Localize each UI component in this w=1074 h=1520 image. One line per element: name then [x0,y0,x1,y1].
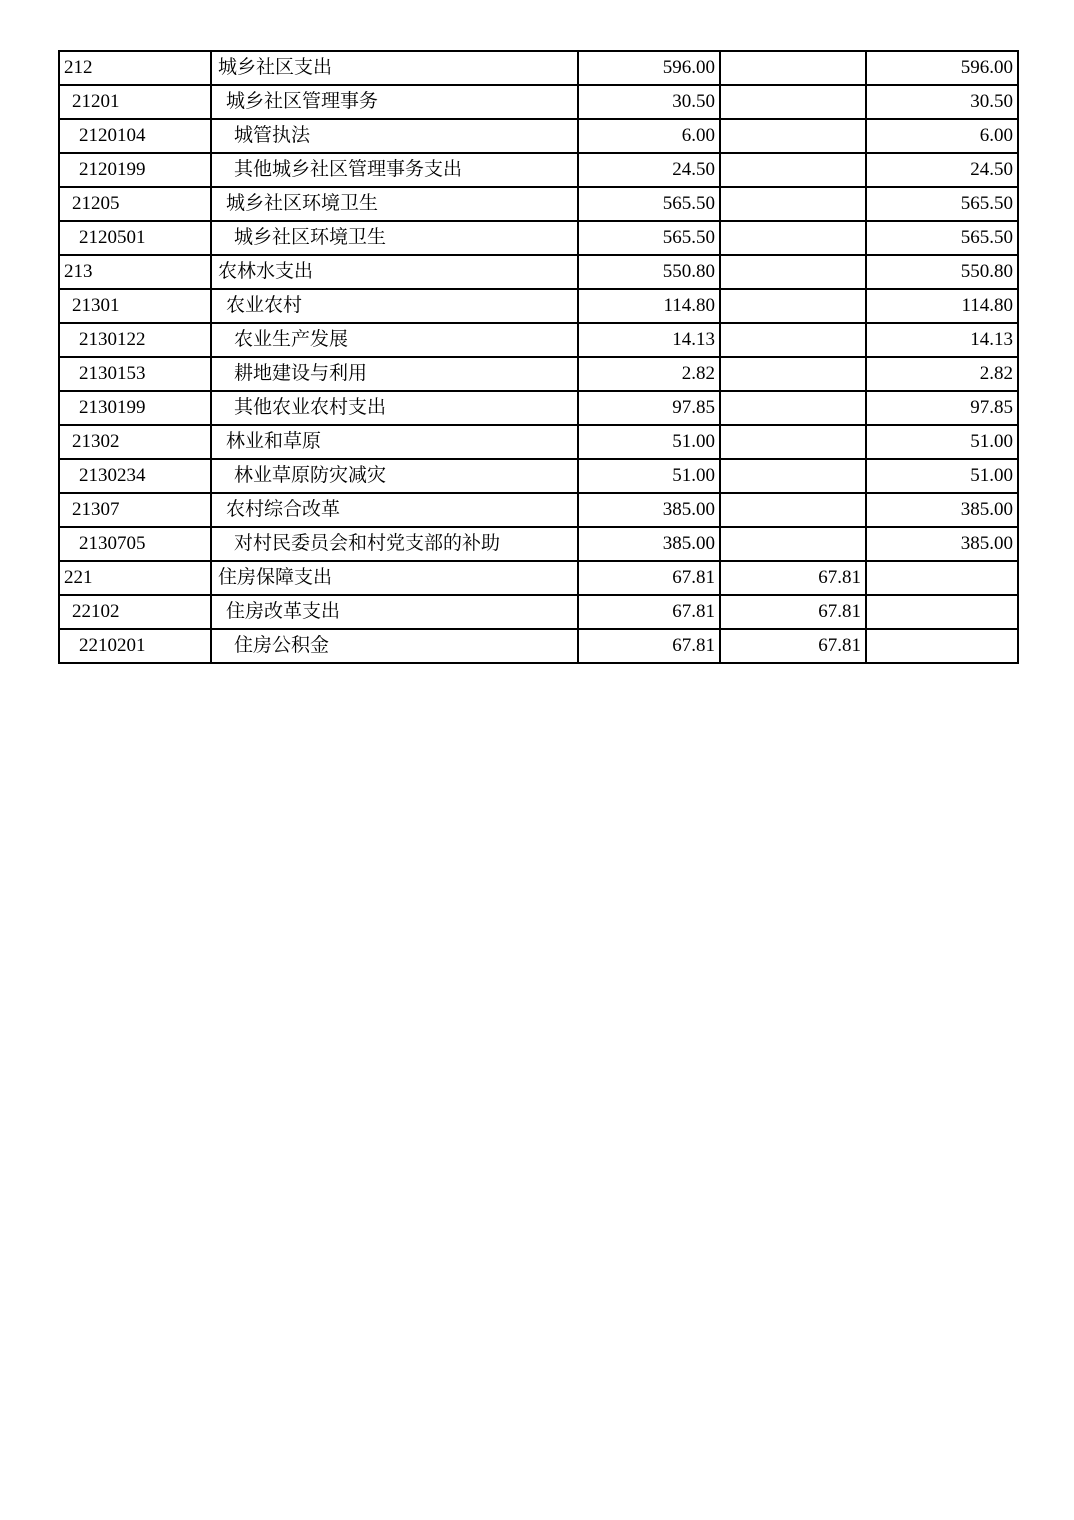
table-row [59,323,1018,357]
amount-cell-1: 97.85 [578,391,720,425]
budget-table-body [59,51,1018,663]
amount-cell-2 [720,391,866,425]
code-cell: 2130705 [59,527,211,561]
amount-cell-1: 6.00 [578,119,720,153]
amount-cell-1: 565.50 [578,221,720,255]
amount-cell-2: 67.81 [720,561,866,595]
amount-cell-1: 565.50 [578,187,720,221]
amount-cell-2: 67.81 [720,595,866,629]
budget-table [58,50,1019,664]
amount-cell-2: 67.81 [720,629,866,663]
name-cell: 林业和草原 [211,425,578,459]
name-cell: 对村民委员会和村党支部的补助 [211,527,578,561]
table-row [59,119,1018,153]
amount-cell-3: 2.82 [866,357,1018,391]
code-cell: 22102 [59,595,211,629]
amount-cell-1: 67.81 [578,561,720,595]
amount-cell-3: 24.50 [866,153,1018,187]
amount-cell-3: 51.00 [866,459,1018,493]
name-cell: 农林水支出 [211,255,578,289]
amount-cell-2 [720,289,866,323]
table-row [59,357,1018,391]
amount-cell-2 [720,85,866,119]
amount-cell-2 [720,357,866,391]
table-row [59,527,1018,561]
code-cell: 21302 [59,425,211,459]
name-cell: 城管执法 [211,119,578,153]
amount-cell-2 [720,51,866,85]
code-cell: 2130153 [59,357,211,391]
code-cell: 21201 [59,85,211,119]
table-row [59,595,1018,629]
amount-cell-1: 30.50 [578,85,720,119]
amount-cell-3: 14.13 [866,323,1018,357]
amount-cell-3 [866,595,1018,629]
table-row [59,493,1018,527]
name-cell: 其他农业农村支出 [211,391,578,425]
amount-cell-3 [866,629,1018,663]
name-cell: 其他城乡社区管理事务支出 [211,153,578,187]
amount-cell-1: 596.00 [578,51,720,85]
code-cell: 2210201 [59,629,211,663]
name-cell: 住房公积金 [211,629,578,663]
code-cell: 213 [59,255,211,289]
code-cell: 221 [59,561,211,595]
amount-cell-3 [866,561,1018,595]
table-row [59,85,1018,119]
code-cell: 2130234 [59,459,211,493]
amount-cell-3: 114.80 [866,289,1018,323]
amount-cell-1: 51.00 [578,425,720,459]
amount-cell-3: 565.50 [866,187,1018,221]
table-row [59,221,1018,255]
name-cell: 城乡社区环境卫生 [211,221,578,255]
name-cell: 住房改革支出 [211,595,578,629]
name-cell: 林业草原防灾减灾 [211,459,578,493]
amount-cell-3: 385.00 [866,493,1018,527]
amount-cell-2 [720,459,866,493]
amount-cell-3: 565.50 [866,221,1018,255]
code-cell: 2120501 [59,221,211,255]
amount-cell-3: 596.00 [866,51,1018,85]
amount-cell-1: 67.81 [578,595,720,629]
table-row [59,51,1018,85]
name-cell: 城乡社区支出 [211,51,578,85]
amount-cell-1: 385.00 [578,527,720,561]
amount-cell-2 [720,221,866,255]
table-row [59,425,1018,459]
amount-cell-3: 6.00 [866,119,1018,153]
table-row [59,629,1018,663]
table-row [59,391,1018,425]
code-cell: 212 [59,51,211,85]
table-row [59,289,1018,323]
amount-cell-2 [720,323,866,357]
amount-cell-3: 30.50 [866,85,1018,119]
amount-cell-1: 114.80 [578,289,720,323]
code-cell: 21205 [59,187,211,221]
code-cell: 2120199 [59,153,211,187]
amount-cell-1: 385.00 [578,493,720,527]
amount-cell-2 [720,425,866,459]
code-cell: 2130199 [59,391,211,425]
name-cell: 农业农村 [211,289,578,323]
name-cell: 城乡社区环境卫生 [211,187,578,221]
amount-cell-2 [720,527,866,561]
amount-cell-2 [720,119,866,153]
amount-cell-1: 14.13 [578,323,720,357]
amount-cell-3: 550.80 [866,255,1018,289]
code-cell: 2130122 [59,323,211,357]
table-row [59,561,1018,595]
amount-cell-3: 51.00 [866,425,1018,459]
code-cell: 21301 [59,289,211,323]
amount-cell-2 [720,493,866,527]
amount-cell-1: 550.80 [578,255,720,289]
name-cell: 住房保障支出 [211,561,578,595]
table-row [59,459,1018,493]
name-cell: 农村综合改革 [211,493,578,527]
amount-cell-1: 67.81 [578,629,720,663]
name-cell: 农业生产发展 [211,323,578,357]
amount-cell-1: 51.00 [578,459,720,493]
amount-cell-2 [720,255,866,289]
code-cell: 21307 [59,493,211,527]
table-row [59,153,1018,187]
amount-cell-2 [720,153,866,187]
amount-cell-3: 97.85 [866,391,1018,425]
amount-cell-1: 24.50 [578,153,720,187]
code-cell: 2120104 [59,119,211,153]
table-row [59,255,1018,289]
name-cell: 耕地建设与利用 [211,357,578,391]
name-cell: 城乡社区管理事务 [211,85,578,119]
amount-cell-3: 385.00 [866,527,1018,561]
amount-cell-1: 2.82 [578,357,720,391]
table-row [59,187,1018,221]
amount-cell-2 [720,187,866,221]
